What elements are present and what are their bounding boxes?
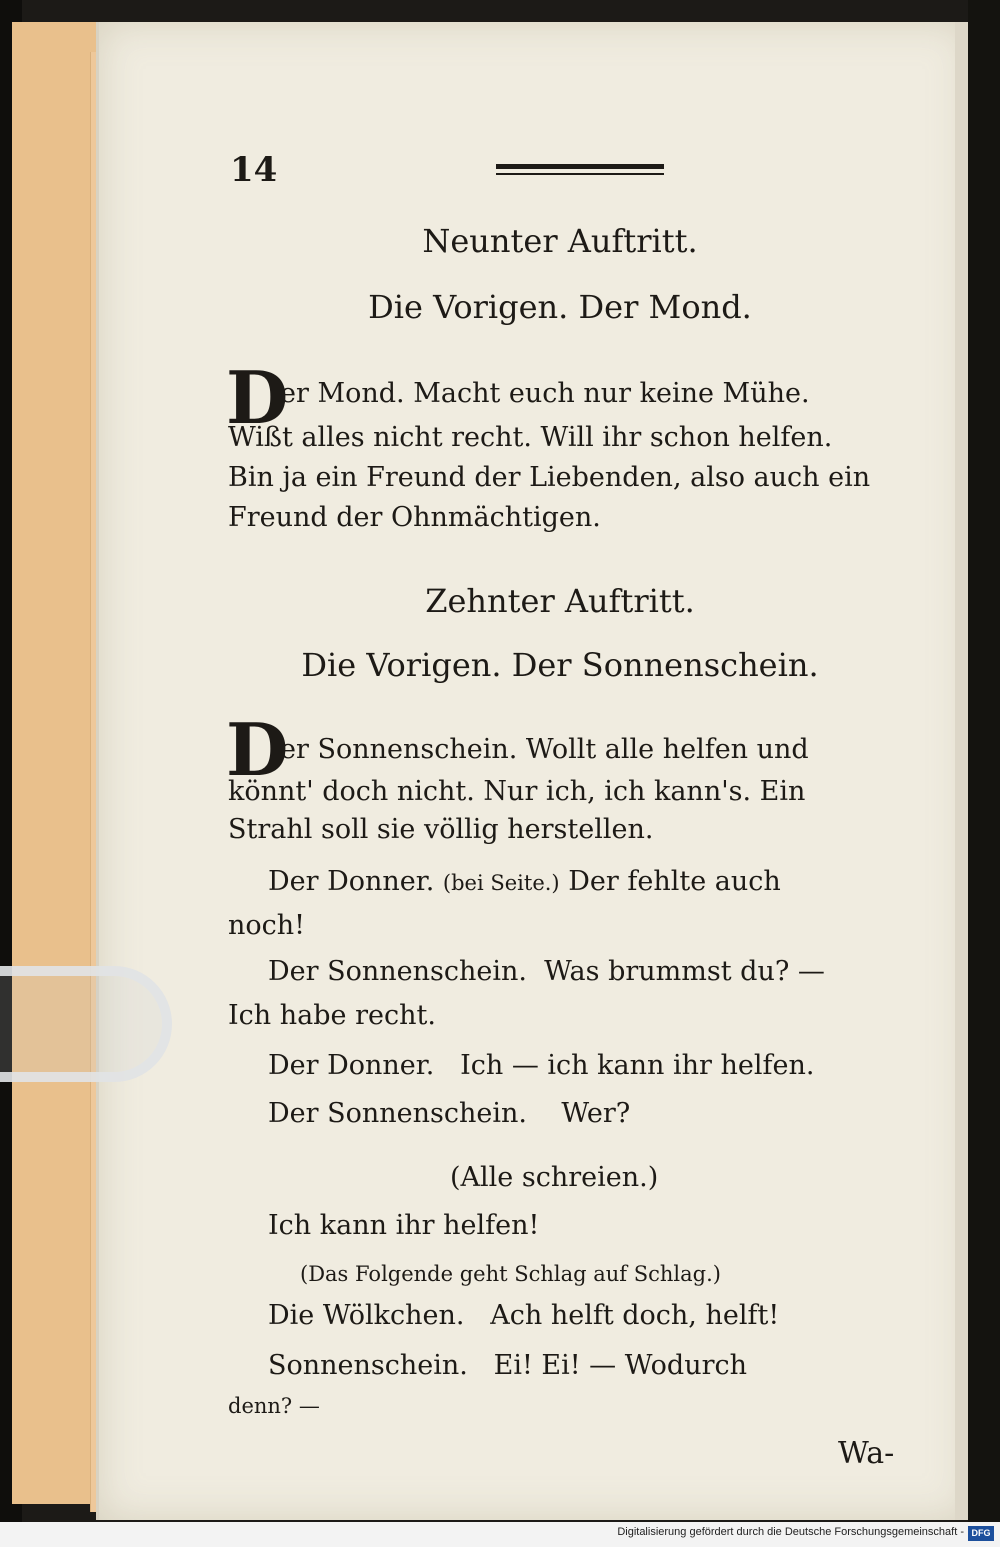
speaker-name: Der Sonnenschein. bbox=[268, 956, 527, 987]
dialogue-line: noch! bbox=[228, 910, 306, 941]
speaker-name: Der Donner. bbox=[268, 1050, 435, 1081]
dialogue-line bbox=[268, 866, 781, 897]
scene-10-line-1: er Sonnenschein. Wollt alle helfen und bbox=[280, 734, 809, 765]
stage-direction: (Das Folgende geht Schlag auf Schlag.) bbox=[300, 1262, 721, 1286]
page-number: 14 bbox=[230, 150, 278, 190]
dfg-logo: DFG bbox=[968, 1526, 994, 1541]
dialogue-line: Ich habe recht. bbox=[228, 1000, 436, 1031]
scene-10-line-3: Strahl soll sie völlig herstellen. bbox=[228, 814, 654, 845]
dialogue-line: Ich kann ihr helfen! bbox=[268, 1210, 540, 1241]
speaker-name: Die Wölkchen. bbox=[268, 1300, 465, 1331]
scene-9-line-2: Wißt alles nicht recht. Will ihr schon helfen. bbox=[228, 422, 833, 453]
spoken-text: Ich — ich kann ihr helfen. bbox=[460, 1050, 815, 1081]
spoken-text: Was brummst du? — bbox=[544, 956, 825, 987]
spoken-text: Wer? bbox=[561, 1098, 631, 1129]
speaker-name: Sonnenschein. bbox=[268, 1350, 468, 1381]
speaker-name: Der Sonnenschein. bbox=[268, 1098, 527, 1129]
scene-9-line-4: Freund der Ohnmächtigen. bbox=[228, 502, 601, 533]
dialogue-line bbox=[268, 1300, 779, 1331]
header-rule-thin bbox=[496, 173, 664, 175]
spoken-text: Der fehlte auch bbox=[568, 866, 781, 897]
scene-10-title: Zehnter Auftritt. bbox=[425, 582, 695, 620]
page-clip bbox=[0, 966, 172, 1082]
spoken-text: Ach helft doch, helft! bbox=[490, 1300, 780, 1331]
dialogue-line bbox=[268, 956, 825, 987]
scene-10-cast: Die Vorigen. Der Sonnenschein. bbox=[301, 646, 819, 684]
scene-9-line-3: Bin ja ein Freund der Liebenden, also auch ein bbox=[228, 462, 871, 493]
spoken-text: Ei! Ei! — Wodurch bbox=[493, 1350, 748, 1381]
dialogue-line: denn? — bbox=[228, 1394, 320, 1418]
dialogue-line bbox=[268, 1098, 630, 1129]
scene-9-title: Neunter Auftritt. bbox=[422, 222, 698, 260]
catchword: Wa- bbox=[838, 1436, 895, 1471]
scene-10-dropcap: D bbox=[226, 707, 289, 792]
scene-10-line-2: könnt' doch nicht. Nur ich, ich kann's. Ein bbox=[228, 776, 806, 807]
digitization-credit: Digitalisierung gefördert durch die Deutsche Forschungsgemeinschaft - bbox=[617, 1526, 964, 1538]
speaker-name: Der Donner. bbox=[268, 866, 435, 897]
header-rule bbox=[496, 164, 664, 169]
scene-9-dropcap: D bbox=[226, 355, 289, 440]
dialogue-line bbox=[268, 1050, 814, 1081]
dialogue-line bbox=[268, 1350, 747, 1381]
scene-9-cast: Die Vorigen. Der Mond. bbox=[368, 288, 752, 326]
scene-9-line-1: er Mond. Macht euch nur keine Mühe. bbox=[280, 378, 810, 409]
stage-aside: (bei Seite.) bbox=[442, 871, 560, 895]
stage-direction: (Alle schreien.) bbox=[450, 1162, 659, 1193]
